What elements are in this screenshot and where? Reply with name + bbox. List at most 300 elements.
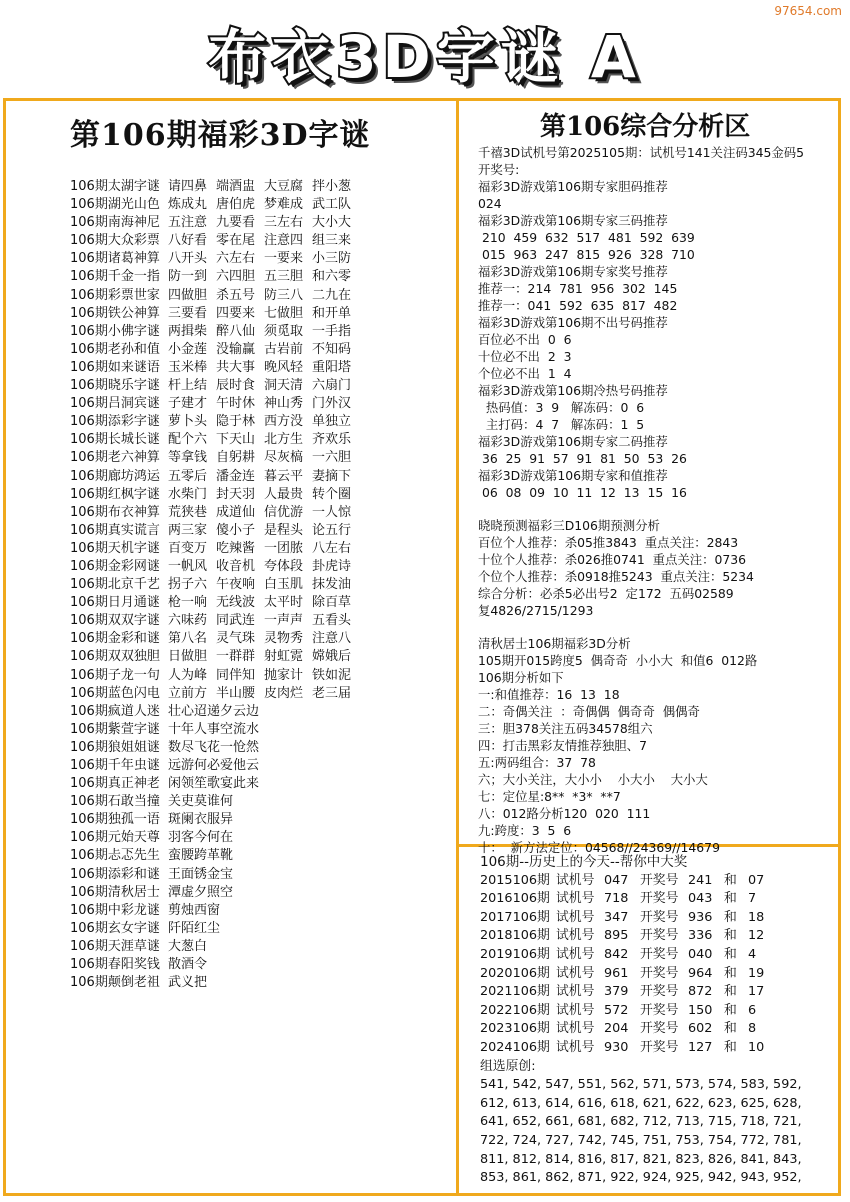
riddle-clue: 壮心迢递夕云边 — [168, 703, 260, 719]
riddle-source: 106期春阳奖钱 — [70, 957, 160, 973]
analysis-line: 晓晓预测福彩三D106期预测分析 — [478, 518, 660, 533]
riddle-clue: 萝卜头 — [168, 414, 208, 430]
riddle-clue: 防三八 — [264, 287, 304, 303]
riddle-source: 106期吕洞宾谜 — [70, 396, 160, 412]
trial-label: 试机号 — [556, 1021, 595, 1037]
riddle-source: 106期金彩和谜 — [70, 631, 160, 647]
sum-label: 和 — [724, 1039, 737, 1055]
riddle-clue: 皮肉烂 — [264, 685, 304, 701]
riddle-row — [70, 938, 360, 956]
draw-label: 开奖号 — [640, 872, 679, 888]
picks-line: 641, 652, 661, 681, 682, 712, 713, 715, 718, 721, — [480, 1114, 802, 1130]
xiaoxiao-analysis — [478, 517, 838, 619]
draw-number: 936 — [688, 909, 713, 925]
history-row — [480, 872, 836, 891]
riddle-clue: 神山秀 — [264, 396, 304, 412]
riddle-clue: 和开单 — [312, 305, 352, 321]
riddle-clue: 端酒盅 — [216, 179, 256, 194]
riddle-clue: 六扇门 — [312, 378, 352, 394]
history-issue: 2024106期 — [480, 1039, 550, 1055]
riddle-source: 106期如来谜语 — [70, 359, 160, 375]
riddle-clue: 暮云平 — [264, 468, 304, 484]
riddle-source: 106期狼姐姐谜 — [70, 739, 160, 755]
riddle-source: 106期日月通谜 — [70, 595, 160, 611]
trial-number: 895 — [604, 928, 629, 944]
analysis-line: 二：奇偶关注 ：奇偶偶 偶奇奇 偶偶奇 — [478, 704, 700, 719]
trial-number: 930 — [604, 1039, 629, 1055]
riddle-clue: 门外汉 — [312, 396, 352, 412]
analysis-line: 三：胆378关注五码34578组六 — [478, 721, 653, 736]
analysis-line: 一:和值推荐：16 13 18 — [478, 687, 620, 702]
riddle-clue: 六四胆 — [216, 269, 256, 285]
riddle-row — [70, 323, 360, 341]
trial-label: 试机号 — [556, 872, 595, 888]
draw-number: 964 — [688, 965, 713, 981]
riddle-clue: 人最贵 — [264, 486, 304, 502]
riddle-clue: 杀五号 — [216, 287, 256, 303]
riddle-row — [70, 594, 360, 612]
riddle-clue: 须觅取 — [264, 323, 304, 339]
riddle-source: 106期疯道人迷 — [70, 703, 160, 719]
history-issue: 2019106期 — [480, 946, 550, 962]
riddle-source: 106期布衣神算 — [70, 504, 160, 520]
analysis-line: 015 963 247 815 926 328 710 — [478, 247, 695, 262]
riddle-list — [70, 178, 360, 992]
draw-number: 602 — [688, 1021, 713, 1037]
riddle-clue: 灵物秀 — [264, 631, 304, 647]
riddle-clue: 一声声 — [264, 613, 304, 629]
riddle-clue: 大小大 — [312, 215, 352, 231]
riddle-clue: 远游何必爱他云 — [168, 758, 260, 773]
history-row — [480, 1002, 836, 1021]
riddle-clue: 六味药 — [168, 613, 208, 629]
riddle-clue: 抛家计 — [264, 667, 304, 683]
draw-label: 开奖号 — [640, 965, 679, 981]
picks-label: 组选原创: — [480, 1058, 536, 1074]
trial-label: 试机号 — [556, 1002, 595, 1018]
riddle-clue: 二九在 — [312, 287, 352, 303]
trial-number: 379 — [604, 984, 629, 1000]
analysis-line: 九:跨度：3 5 6 — [478, 823, 572, 838]
analysis-line: 开奖号: — [478, 162, 520, 177]
riddle-clue: 小金莲 — [168, 341, 208, 357]
riddle-source: 106期元始天尊 — [70, 830, 160, 846]
riddle-row — [70, 449, 360, 467]
riddle-source: 106期廊坊鸿运 — [70, 468, 160, 484]
riddle-clue: 夸体段 — [264, 558, 304, 574]
riddle-clue: 十年人事空流水 — [168, 721, 260, 737]
riddle-clue: 一人惊 — [312, 504, 352, 520]
riddle-clue: 阡陌红尘 — [168, 920, 221, 936]
riddle-clue: 荒狭巷 — [168, 504, 208, 520]
riddle-source: 106期天机字谜 — [70, 540, 160, 556]
riddle-clue: 潘金连 — [216, 468, 256, 484]
trial-number: 572 — [604, 1002, 629, 1018]
riddle-row — [70, 305, 360, 323]
riddle-clue: 是程头 — [264, 522, 304, 538]
sum-label: 和 — [724, 1021, 737, 1037]
history-issue: 2018106期 — [480, 928, 550, 944]
riddle-row — [70, 486, 360, 504]
riddle-row — [70, 685, 360, 703]
riddle-clue: 配个六 — [168, 432, 208, 448]
riddle-clue: 收音机 — [216, 558, 256, 574]
riddle-clue: 五看头 — [312, 613, 352, 629]
riddle-clue: 枪一响 — [168, 595, 208, 611]
riddle-row — [70, 648, 360, 666]
riddle-clue: 铁如泥 — [312, 667, 352, 683]
riddle-source: 106期太湖字谜 — [70, 179, 160, 194]
analysis-line: 十： 新方法定位：04568//24369//14679 — [478, 840, 720, 855]
riddle-clue: 四做胆 — [168, 287, 208, 303]
banner-title: 布衣3D字谜 A — [208, 23, 642, 91]
riddle-clue: 大葱白 — [168, 938, 208, 954]
riddle-source: 106期天涯草谜 — [70, 938, 160, 954]
riddle-clue: 老三届 — [312, 685, 352, 701]
analysis-line: 十位必不出 2 3 — [478, 349, 572, 364]
draw-number: 336 — [688, 928, 713, 944]
riddle-clue: 零在尾 — [216, 233, 256, 249]
riddle-clue: 一六胆 — [312, 450, 352, 466]
analysis-line: 105期开015跨度5 偶奇奇 小小大 和值6 012路 — [478, 653, 758, 668]
riddle-clue: 三左右 — [264, 215, 304, 231]
riddle-clue: 关吏莫谁何 — [168, 794, 234, 810]
riddle-clue: 午夜响 — [216, 577, 256, 593]
riddle-row — [70, 866, 360, 884]
riddle-source: 106期玄女字谜 — [70, 920, 160, 936]
analysis-line: 七：定位星:8** *3* **7 — [478, 789, 621, 804]
riddle-source: 106期大众彩票 — [70, 233, 160, 249]
sum-value: 7 — [748, 891, 757, 907]
analysis-line: 综合分析：必杀5必出号2 定172 五码02589 — [478, 586, 734, 601]
riddle-clue: 梦难成 — [264, 197, 304, 213]
riddle-row — [70, 775, 360, 793]
riddle-row — [70, 558, 360, 576]
picks-line: 811, 812, 814, 816, 817, 821, 823, 826, 841, 843, — [480, 1151, 802, 1167]
history-issue: 2021106期 — [480, 984, 550, 1000]
sum-label: 和 — [724, 891, 737, 907]
riddle-clue: 一帆风 — [168, 558, 208, 574]
riddle-clue: 两揖柴 — [168, 323, 208, 339]
draw-label: 开奖号 — [640, 1002, 679, 1018]
riddle-clue: 潭虚夕照空 — [168, 884, 234, 900]
analysis-line: 福彩3D游戏第106期专家三码推荐 — [478, 213, 668, 228]
analysis-line: 推荐一：214 781 956 302 145 — [478, 281, 678, 296]
draw-number: 043 — [688, 891, 713, 907]
riddle-source: 106期子龙一句 — [70, 667, 160, 683]
riddle-clue: 五注意 — [168, 215, 208, 231]
analysis-line: 十位个人推荐：杀026推0741 重点关注：0736 — [478, 552, 747, 567]
riddle-clue: 转个圈 — [312, 486, 352, 502]
riddle-row — [70, 341, 360, 359]
riddle-row — [70, 504, 360, 522]
analysis-line: 六；大小关注，大小小 小大小 大小大 — [478, 772, 708, 787]
analysis-line: 五:两码组合：37 78 — [478, 755, 596, 770]
history-issue: 2016106期 — [480, 891, 550, 907]
riddle-row — [70, 920, 360, 938]
sum-label: 和 — [724, 872, 737, 888]
analysis-line: 福彩3D游戏第106期不出号码推荐 — [478, 315, 668, 330]
expert-recommendations — [478, 144, 838, 501]
riddle-clue: 武工队 — [312, 197, 352, 213]
analysis-line: 106期分析如下 — [478, 670, 564, 685]
riddle-clue: 七做胆 — [264, 305, 304, 321]
riddle-source: 106期添彩和谜 — [70, 866, 160, 882]
riddle-source: 106期金彩网谜 — [70, 558, 160, 574]
riddle-clue: 无线波 — [216, 595, 256, 611]
riddle-row — [70, 359, 360, 377]
trial-number: 047 — [604, 872, 629, 888]
picks-line: 722, 724, 727, 742, 745, 751, 753, 754, 772, 781, — [480, 1132, 802, 1148]
riddle-clue: 一群群 — [216, 649, 256, 665]
history-table — [480, 872, 836, 1058]
riddle-clue: 一手指 — [312, 323, 352, 339]
riddle-clue: 自躬耕 — [216, 450, 256, 466]
analysis-line: 八：012路分析120 020 111 — [478, 806, 651, 821]
sum-value: 12 — [748, 928, 765, 944]
riddle-clue: 子建才 — [168, 396, 208, 412]
riddle-row — [70, 413, 360, 431]
riddle-clue: 和六零 — [312, 269, 352, 285]
trial-label: 试机号 — [556, 891, 595, 907]
riddle-clue: 王面锈金宝 — [168, 866, 234, 882]
riddle-source: 106期双双独胆 — [70, 649, 160, 665]
trial-number: 961 — [604, 965, 629, 981]
riddle-clue: 人为峰 — [168, 667, 208, 683]
riddle-clue: 日做胆 — [168, 649, 208, 665]
sum-value: 10 — [748, 1039, 765, 1055]
riddle-row — [70, 268, 360, 286]
riddle-clue: 晚风轻 — [264, 359, 304, 375]
draw-number: 040 — [688, 946, 713, 962]
analysis-line: 06 08 09 10 11 12 13 15 16 — [478, 485, 687, 500]
picks-line: 541, 542, 547, 551, 562, 571, 573, 574, 583, 592, — [480, 1077, 802, 1093]
trial-label: 试机号 — [556, 946, 595, 962]
sum-value: 17 — [748, 984, 765, 1000]
analysis-line: 热码值：3 9 解冻码：0 6 — [478, 400, 645, 415]
riddle-row — [70, 612, 360, 630]
riddle-source: 106期长城长谜 — [70, 432, 160, 448]
riddle-row — [70, 703, 360, 721]
draw-label: 开奖号 — [640, 909, 679, 925]
sum-value: 19 — [748, 965, 765, 981]
riddle-clue: 嫦娥后 — [312, 649, 352, 665]
riddle-clue: 等拿钱 — [168, 450, 208, 466]
riddle-clue: 请四鼻 — [168, 179, 208, 194]
riddle-source: 106期石敢当撞 — [70, 794, 160, 810]
draw-label: 开奖号 — [640, 1039, 679, 1055]
riddle-clue: 共大事 — [216, 359, 256, 375]
riddle-clue: 隐于林 — [216, 414, 256, 430]
riddle-row — [70, 956, 360, 974]
analysis-line: 福彩3D游戏第106期专家胆码推荐 — [478, 179, 668, 194]
riddle-clue: 三要看 — [168, 305, 208, 321]
picks-line: 853, 861, 862, 871, 922, 924, 925, 942, 943, 952, — [480, 1170, 802, 1186]
riddle-source: 106期蓝色闪电 — [70, 685, 160, 701]
sum-value: 4 — [748, 946, 757, 962]
riddle-clue: 妻摘下 — [312, 468, 352, 484]
riddle-source: 106期湖光山色 — [70, 197, 160, 213]
history-row — [480, 1039, 836, 1058]
riddle-clue: 武义把 — [168, 975, 208, 991]
trial-number: 204 — [604, 1021, 629, 1037]
riddle-clue: 散酒令 — [168, 957, 208, 973]
history-row — [480, 983, 836, 1002]
trial-label: 试机号 — [556, 1039, 595, 1055]
riddle-clue: 八左右 — [312, 540, 352, 556]
riddle-clue: 灵气珠 — [216, 631, 256, 647]
trial-number: 347 — [604, 909, 629, 925]
riddle-clue: 太平时 — [264, 595, 304, 611]
riddle-row — [70, 522, 360, 540]
analysis-line: 百位必不出 0 6 — [478, 332, 572, 347]
riddle-clue: 北方生 — [264, 432, 304, 448]
sum-label: 和 — [724, 946, 737, 962]
riddle-row — [70, 178, 360, 196]
analysis-line: 024 — [478, 196, 502, 211]
riddle-source: 106期小佛字谜 — [70, 323, 160, 339]
draw-label: 开奖号 — [640, 1021, 679, 1037]
analysis-line: 福彩3D游戏第106期专家二码推荐 — [478, 434, 668, 449]
analysis-line: 复4826/2715/1293 — [478, 603, 594, 618]
riddle-clue: 剪烛西窗 — [168, 902, 221, 918]
riddle-source: 106期红枫字谜 — [70, 486, 160, 502]
trial-number: 842 — [604, 946, 629, 962]
analysis-line: 福彩3D游戏第106期专家奖号推荐 — [478, 264, 668, 279]
riddle-clue: 卦虎诗 — [312, 558, 352, 574]
riddle-source: 106期紫萱字谜 — [70, 721, 160, 737]
analysis-line: 个位必不出 1 4 — [478, 366, 572, 381]
analysis-line: 个位个人推荐：杀0918推5243 重点关注：5234 — [478, 569, 754, 584]
riddle-row — [70, 667, 360, 685]
sum-value: 6 — [748, 1002, 757, 1018]
riddle-clue: 注意八 — [312, 631, 352, 647]
riddle-row — [70, 884, 360, 902]
draw-label: 开奖号 — [640, 946, 679, 962]
trial-label: 试机号 — [556, 984, 595, 1000]
riddle-clue: 拌小葱 — [312, 179, 352, 194]
riddle-clue: 唐伯虎 — [216, 197, 256, 213]
analysis-line: 清秋居士106期福彩3D分析 — [478, 636, 631, 651]
riddle-clue: 古岩前 — [264, 341, 304, 357]
riddle-clue: 重阳塔 — [312, 359, 352, 375]
riddle-row — [70, 431, 360, 449]
riddle-clue: 杆上结 — [168, 378, 208, 394]
riddle-clue: 单独立 — [312, 414, 352, 430]
analysis-line: 推荐一：041 592 635 817 482 — [478, 298, 678, 313]
analysis-section-title: 第106综合分析区 — [540, 112, 751, 142]
analysis-line: 210 459 632 517 481 592 639 — [478, 230, 695, 245]
analysis-line: 百位个人推荐：杀05推3843 重点关注：2843 — [478, 535, 739, 550]
history-issue: 2017106期 — [480, 909, 550, 925]
history-row — [480, 909, 836, 928]
riddle-clue: 论五行 — [312, 522, 352, 538]
riddle-clue: 一团脓 — [264, 540, 304, 556]
riddle-clue: 封天羽 — [216, 486, 256, 502]
riddle-clue: 洞天清 — [264, 378, 304, 394]
riddle-clue: 拐子六 — [168, 577, 208, 593]
analysis-line: 主打码：4 7 解冻码：1 5 — [478, 417, 645, 432]
riddle-clue: 斑阑衣服异 — [168, 812, 234, 828]
riddle-clue: 下天山 — [216, 432, 256, 448]
riddle-clue: 同武连 — [216, 613, 256, 629]
riddle-source: 106期添彩字谜 — [70, 414, 160, 430]
riddle-clue: 防一到 — [168, 269, 208, 285]
riddle-clue: 注意四 — [264, 233, 304, 249]
riddle-clue: 白玉肌 — [264, 577, 304, 593]
riddle-clue: 一要来 — [264, 251, 304, 267]
group-picks — [480, 1058, 836, 1188]
history-row — [480, 927, 836, 946]
history-issue: 2015106期 — [480, 872, 550, 888]
column-divider — [456, 98, 459, 1196]
riddle-row — [70, 250, 360, 268]
analysis-area — [478, 144, 838, 856]
riddle-clue: 抹发油 — [312, 577, 352, 593]
sum-label: 和 — [724, 965, 737, 981]
riddle-row — [70, 232, 360, 250]
riddle-clue: 玉米棒 — [168, 359, 208, 375]
page-banner — [0, 10, 850, 94]
riddle-clue: 蛮腰跨革靴 — [168, 848, 234, 864]
riddle-clue: 羽客今何在 — [168, 830, 234, 846]
riddle-row — [70, 793, 360, 811]
sum-value: 8 — [748, 1021, 757, 1037]
analysis-line: 36 25 91 57 91 81 50 53 26 — [478, 451, 687, 466]
riddle-row — [70, 287, 360, 305]
riddle-row — [70, 576, 360, 594]
riddle-row — [70, 847, 360, 865]
sum-label: 和 — [724, 984, 737, 1000]
riddle-clue: 小三防 — [312, 251, 352, 267]
analysis-line: 四：打击黑彩友情推荐独胆、7 — [478, 738, 647, 753]
riddle-row — [70, 739, 360, 757]
riddle-section-title: 第106期福彩3D字谜 — [70, 118, 371, 153]
riddle-source: 106期铁公神算 — [70, 305, 160, 321]
riddle-clue: 除百草 — [312, 595, 352, 611]
draw-label: 开奖号 — [640, 928, 679, 944]
riddle-clue: 午时休 — [216, 396, 256, 412]
riddle-row — [70, 902, 360, 920]
riddle-clue: 不知码 — [312, 341, 352, 357]
riddle-source: 106期诸葛神算 — [70, 251, 160, 267]
riddle-source: 106期千金一指 — [70, 269, 160, 285]
riddle-clue: 四要来 — [216, 305, 256, 321]
riddle-clue: 九要看 — [216, 215, 256, 231]
analysis-line: 千禧3D试机号第2025105期：试机号141关注码345金码5 — [478, 145, 805, 160]
history-row — [480, 890, 836, 909]
riddle-source: 106期清秋居士 — [70, 884, 160, 900]
sum-label: 和 — [724, 928, 737, 944]
riddle-clue: 百变万 — [168, 540, 208, 556]
site-watermark: 97654.com — [774, 4, 842, 18]
riddle-clue: 齐欢乐 — [312, 432, 352, 448]
riddle-clue: 五零后 — [168, 468, 208, 484]
draw-number: 150 — [688, 1002, 713, 1018]
riddle-row — [70, 395, 360, 413]
riddle-clue: 尽灰槁 — [264, 450, 304, 466]
sum-value: 18 — [748, 909, 765, 925]
riddle-source: 106期晓乐字谜 — [70, 378, 160, 394]
draw-number: 872 — [688, 984, 713, 1000]
history-issue: 2020106期 — [480, 965, 550, 981]
riddle-clue: 立前方 — [168, 685, 208, 701]
draw-number: 127 — [688, 1039, 713, 1055]
history-section — [480, 853, 836, 1188]
riddle-clue: 同伴知 — [216, 667, 256, 683]
riddle-clue: 闲领笙歌宴此来 — [168, 776, 260, 792]
history-row — [480, 1020, 836, 1039]
